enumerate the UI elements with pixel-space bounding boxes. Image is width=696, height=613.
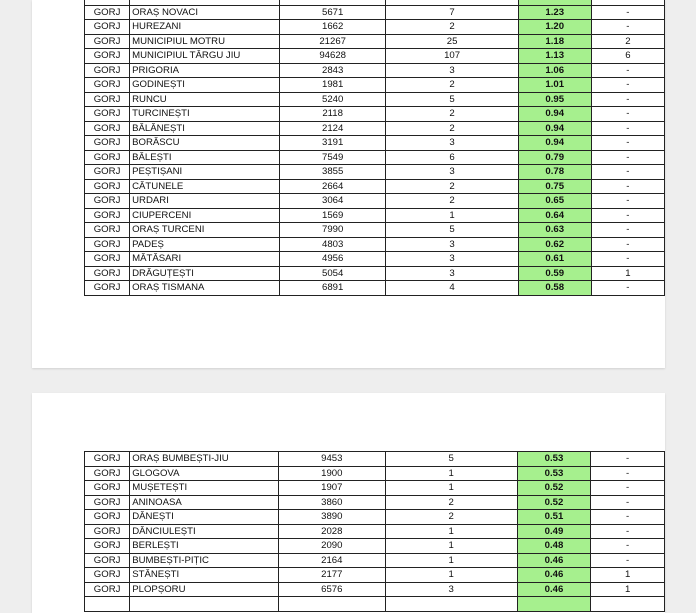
incidence-rate-cell: 0.63 xyxy=(518,223,591,238)
table-row xyxy=(85,539,665,554)
table-row xyxy=(85,266,665,281)
table-row xyxy=(85,63,665,78)
population-cell: 1900 xyxy=(279,466,386,481)
cases-cell: 2 xyxy=(386,78,518,93)
table-row xyxy=(85,510,665,525)
cases-cell: 2 xyxy=(386,179,518,194)
table-row xyxy=(85,481,665,496)
county-cell: GORJ xyxy=(85,34,130,49)
extra-cell: - xyxy=(591,194,664,209)
county-cell: GORJ xyxy=(85,510,130,525)
population-cell: 21267 xyxy=(279,34,385,49)
table-row xyxy=(85,107,665,122)
county-cell: GORJ xyxy=(85,553,130,568)
locality-cell: BUMBEȘTI-PIȚIC xyxy=(130,553,279,568)
incidence-rate-cell: 0.59 xyxy=(518,266,591,281)
extra-cell: - xyxy=(591,524,665,539)
cases-cell: 4 xyxy=(386,281,518,296)
population-cell: 7990 xyxy=(279,223,385,238)
extra-cell: - xyxy=(591,107,664,122)
locality-cell: DĂNEȘTI xyxy=(130,510,279,525)
extra-cell: - xyxy=(591,150,664,165)
extra-cell: - xyxy=(591,452,665,467)
county-cell: GORJ xyxy=(85,179,130,194)
extra-cell: 2 xyxy=(591,34,664,49)
county-cell: GORJ xyxy=(85,49,130,64)
population-cell: 6576 xyxy=(279,582,386,597)
locality-cell: ORAȘ NOVACI xyxy=(130,5,280,20)
locality-cell: URDARI xyxy=(130,194,280,209)
locality-cell xyxy=(130,597,279,612)
locality-cell: PRIGORIA xyxy=(130,63,280,78)
extra-cell: - xyxy=(591,5,664,20)
locality-cell: BORĂSCU xyxy=(130,136,280,151)
county-cell: GORJ xyxy=(85,568,130,583)
cases-cell: 2 xyxy=(385,495,517,510)
cases-cell: 3 xyxy=(386,266,518,281)
county-cell: GORJ xyxy=(85,92,130,107)
population-cell: 2118 xyxy=(279,107,385,122)
population-cell: 5054 xyxy=(279,266,385,281)
cases-cell: 2 xyxy=(386,107,518,122)
incidence-rate-cell: 1.18 xyxy=(518,34,591,49)
extra-cell: - xyxy=(591,121,664,136)
county-cell: GORJ xyxy=(85,121,130,136)
cases-cell: 1 xyxy=(385,524,517,539)
cases-cell: 3 xyxy=(385,582,517,597)
county-cell: GORJ xyxy=(85,481,130,496)
locality-cell: STĂNEȘTI xyxy=(130,568,279,583)
incidence-rate-cell: 0.94 xyxy=(518,121,591,136)
table-row xyxy=(85,150,665,165)
extra-cell: - xyxy=(591,466,665,481)
extra-cell: - xyxy=(591,92,664,107)
population-cell: 3890 xyxy=(279,510,386,525)
incidence-rate-cell: 0.95 xyxy=(518,92,591,107)
extra-cell: - xyxy=(591,78,664,93)
extra-cell: - xyxy=(591,223,664,238)
population-cell: 1981 xyxy=(279,78,385,93)
incidence-table-page-1 xyxy=(84,0,665,296)
locality-cell: DĂNCIULEȘTI xyxy=(130,524,279,539)
population-cell: 2164 xyxy=(279,553,386,568)
extra-cell: 1 xyxy=(591,266,664,281)
table-row xyxy=(85,165,665,180)
county-cell: GORJ xyxy=(85,150,130,165)
table-row xyxy=(85,78,665,93)
cases-cell: 2 xyxy=(385,510,517,525)
cases-cell: 2 xyxy=(386,20,518,35)
county-cell: GORJ xyxy=(85,495,130,510)
extra-cell: - xyxy=(591,179,664,194)
locality-cell: ORAȘ TISMANA xyxy=(130,281,280,296)
county-cell: GORJ xyxy=(85,539,130,554)
population-cell: 3191 xyxy=(279,136,385,151)
population-cell: 2177 xyxy=(279,568,386,583)
cases-cell: 3 xyxy=(386,237,518,252)
cases-cell: 25 xyxy=(386,34,518,49)
table-row xyxy=(85,49,665,64)
incidence-rate-cell: 0.53 xyxy=(517,452,591,467)
population-cell xyxy=(279,597,386,612)
incidence-rate-cell: 0.94 xyxy=(518,107,591,122)
incidence-rate-cell: 0.52 xyxy=(517,495,591,510)
incidence-rate-cell: 0.75 xyxy=(518,179,591,194)
population-cell: 3064 xyxy=(279,194,385,209)
document-page-2 xyxy=(32,393,665,613)
extra-cell: - xyxy=(591,539,665,554)
cases-cell: 3 xyxy=(386,252,518,267)
incidence-rate-cell xyxy=(517,597,591,612)
cases-cell xyxy=(385,597,517,612)
extra-cell: - xyxy=(591,165,664,180)
population-cell: 2124 xyxy=(279,121,385,136)
county-cell: GORJ xyxy=(85,237,130,252)
locality-cell: DRĂGUȚEȘTI xyxy=(130,266,280,281)
cases-cell: 1 xyxy=(385,553,517,568)
cases-cell: 107 xyxy=(386,49,518,64)
table-row xyxy=(85,121,665,136)
locality-cell: MUNICIPIUL TÂRGU JIU xyxy=(130,49,280,64)
locality-cell: HUREZANI xyxy=(130,20,280,35)
table-row xyxy=(85,223,665,238)
county-cell: GORJ xyxy=(85,582,130,597)
extra-cell xyxy=(591,597,665,612)
locality-cell: PLOPȘORU xyxy=(130,582,279,597)
extra-cell: - xyxy=(591,553,665,568)
population-cell: 2664 xyxy=(279,179,385,194)
locality-cell: RUNCU xyxy=(130,92,280,107)
incidence-rate-cell: 1.06 xyxy=(518,63,591,78)
population-cell: 1907 xyxy=(279,481,386,496)
county-cell: GORJ xyxy=(85,20,130,35)
incidence-rate-cell: 1.01 xyxy=(518,78,591,93)
incidence-rate-cell: 0.58 xyxy=(518,281,591,296)
county-cell: GORJ xyxy=(85,208,130,223)
locality-cell: PADEȘ xyxy=(130,237,280,252)
incidence-table-page-2 xyxy=(84,451,665,612)
cases-cell: 1 xyxy=(386,208,518,223)
cases-cell: 5 xyxy=(386,92,518,107)
population-cell: 2090 xyxy=(279,539,386,554)
incidence-rate-cell: 1.13 xyxy=(518,49,591,64)
locality-cell: GODINEȘTI xyxy=(130,78,280,93)
county-cell: GORJ xyxy=(85,524,130,539)
incidence-rate-cell: 1.23 xyxy=(518,5,591,20)
locality-cell: ANINOASA xyxy=(130,495,279,510)
table-row xyxy=(85,136,665,151)
extra-cell: - xyxy=(591,20,664,35)
county-cell: GORJ xyxy=(85,78,130,93)
incidence-rate-cell: 0.46 xyxy=(517,582,591,597)
table-row xyxy=(85,194,665,209)
incidence-rate-cell: 1.20 xyxy=(518,20,591,35)
cases-cell: 6 xyxy=(386,150,518,165)
cases-cell: 2 xyxy=(386,194,518,209)
extra-cell: - xyxy=(591,63,664,78)
extra-cell: - xyxy=(591,237,664,252)
locality-cell: CIUPERCENI xyxy=(130,208,280,223)
table-row xyxy=(85,568,665,583)
population-cell: 5671 xyxy=(279,5,385,20)
table-row xyxy=(85,553,665,568)
cases-cell: 5 xyxy=(385,452,517,467)
incidence-rate-cell: 0.79 xyxy=(518,150,591,165)
county-cell: GORJ xyxy=(85,136,130,151)
locality-cell: CĂTUNELE xyxy=(130,179,280,194)
extra-cell: - xyxy=(591,481,665,496)
locality-cell: PEȘTIȘANI xyxy=(130,165,280,180)
extra-cell: 6 xyxy=(591,49,664,64)
locality-cell: MUNICIPIUL MOTRU xyxy=(130,34,280,49)
county-cell: GORJ xyxy=(85,194,130,209)
locality-cell: BERLEȘTI xyxy=(130,539,279,554)
population-cell: 9453 xyxy=(279,452,386,467)
county-cell: GORJ xyxy=(85,266,130,281)
incidence-rate-cell: 0.49 xyxy=(517,524,591,539)
incidence-rate-cell: 0.46 xyxy=(517,553,591,568)
county-cell: GORJ xyxy=(85,466,130,481)
incidence-rate-cell: 0.65 xyxy=(518,194,591,209)
cases-cell: 1 xyxy=(385,568,517,583)
locality-cell: ORAȘ TURCENI xyxy=(130,223,280,238)
table-row xyxy=(85,252,665,267)
table-row xyxy=(85,281,665,296)
locality-cell: MĂTĂSARI xyxy=(130,252,280,267)
extra-cell: 1 xyxy=(591,582,665,597)
incidence-rate-cell: 0.53 xyxy=(517,466,591,481)
table-row xyxy=(85,524,665,539)
table-row xyxy=(85,597,665,612)
table-row xyxy=(85,237,665,252)
incidence-rate-cell: 0.51 xyxy=(517,510,591,525)
county-cell: GORJ xyxy=(85,223,130,238)
table-row xyxy=(85,452,665,467)
population-cell: 94628 xyxy=(279,49,385,64)
cases-cell: 7 xyxy=(386,5,518,20)
table-row xyxy=(85,582,665,597)
incidence-rate-cell: 0.64 xyxy=(518,208,591,223)
county-cell: GORJ xyxy=(85,165,130,180)
population-cell: 3855 xyxy=(279,165,385,180)
table-row xyxy=(85,208,665,223)
cases-cell: 1 xyxy=(385,481,517,496)
population-cell: 1662 xyxy=(279,20,385,35)
population-cell: 4803 xyxy=(279,237,385,252)
extra-cell: - xyxy=(591,510,665,525)
cases-cell: 1 xyxy=(385,466,517,481)
locality-cell: GLOGOVA xyxy=(130,466,279,481)
incidence-rate-cell: 0.62 xyxy=(518,237,591,252)
table-row xyxy=(85,92,665,107)
table-row xyxy=(85,5,665,20)
cases-cell: 3 xyxy=(386,63,518,78)
population-cell: 7549 xyxy=(279,150,385,165)
locality-cell: BĂLĂNEȘTI xyxy=(130,121,280,136)
incidence-rate-cell: 0.52 xyxy=(517,481,591,496)
county-cell: GORJ xyxy=(85,5,130,20)
table-row xyxy=(85,466,665,481)
incidence-rate-cell: 0.78 xyxy=(518,165,591,180)
county-cell: GORJ xyxy=(85,63,130,78)
population-cell: 6891 xyxy=(279,281,385,296)
locality-cell: MUȘETEȘTI xyxy=(130,481,279,496)
extra-cell: - xyxy=(591,252,664,267)
locality-cell: BĂLEȘTI xyxy=(130,150,280,165)
extra-cell: - xyxy=(591,495,665,510)
document-page-1 xyxy=(32,0,665,368)
county-cell: GORJ xyxy=(85,281,130,296)
table-row xyxy=(85,495,665,510)
extra-cell: - xyxy=(591,208,664,223)
table-row xyxy=(85,179,665,194)
extra-cell: - xyxy=(591,281,664,296)
cases-cell: 1 xyxy=(385,539,517,554)
extra-cell: - xyxy=(591,136,664,151)
incidence-rate-cell: 0.48 xyxy=(517,539,591,554)
population-cell: 1569 xyxy=(279,208,385,223)
incidence-rate-cell: 0.46 xyxy=(517,568,591,583)
extra-cell: 1 xyxy=(591,568,665,583)
incidence-rate-cell: 0.61 xyxy=(518,252,591,267)
cases-cell: 3 xyxy=(386,165,518,180)
county-cell: GORJ xyxy=(85,252,130,267)
cases-cell: 2 xyxy=(386,121,518,136)
cases-cell: 3 xyxy=(386,136,518,151)
locality-cell: ORAȘ BUMBEȘTI-JIU xyxy=(130,452,279,467)
cases-cell: 5 xyxy=(386,223,518,238)
table-row xyxy=(85,20,665,35)
county-cell xyxy=(85,597,130,612)
incidence-rate-cell: 0.94 xyxy=(518,136,591,151)
county-cell: GORJ xyxy=(85,107,130,122)
population-cell: 5240 xyxy=(279,92,385,107)
population-cell: 2028 xyxy=(279,524,386,539)
table-row xyxy=(85,34,665,49)
county-cell: GORJ xyxy=(85,452,130,467)
population-cell: 4956 xyxy=(279,252,385,267)
locality-cell: TURCINEȘTI xyxy=(130,107,280,122)
population-cell: 3860 xyxy=(279,495,386,510)
population-cell: 2843 xyxy=(279,63,385,78)
